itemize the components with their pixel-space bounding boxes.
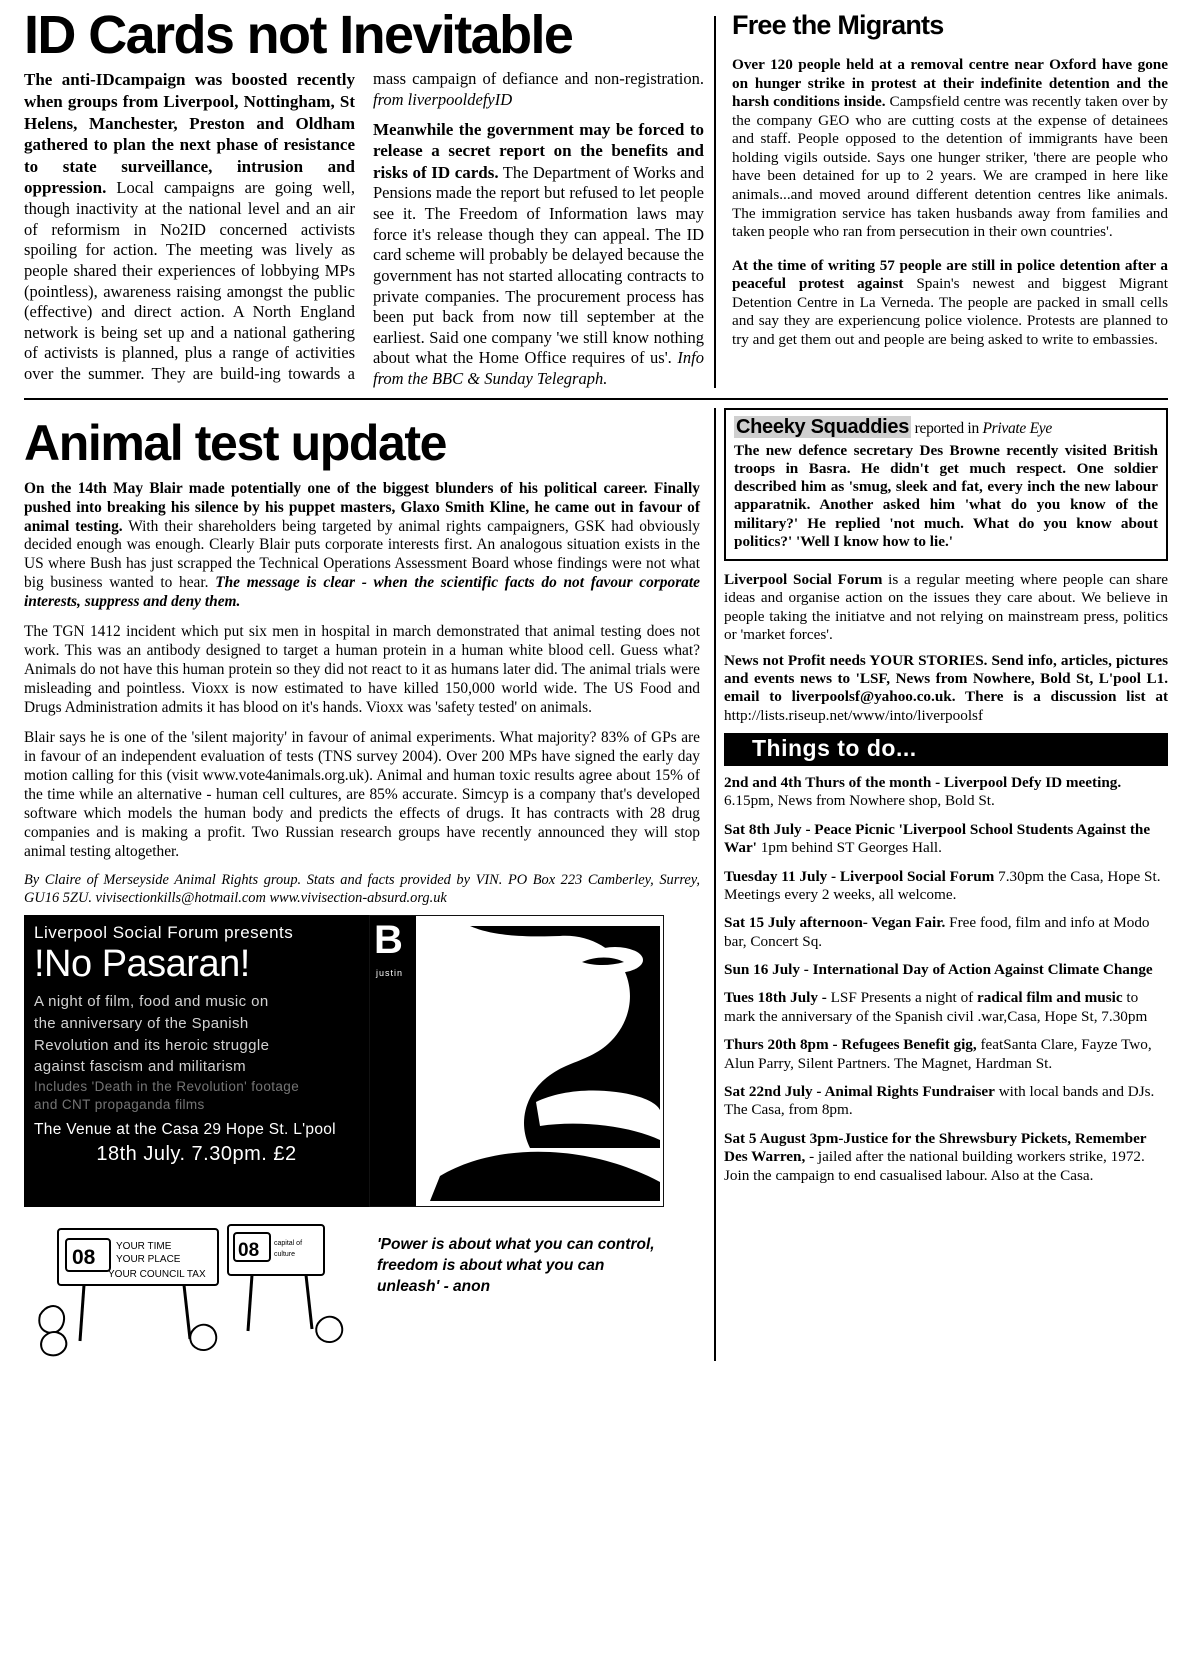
poster-line-6: and CNT propaganda films [34,1097,205,1113]
animal-byline: By Claire of Merseyside Animal Rights group. Stats and facts provided by VIN. PO Box 223 Camberley, Surrey, GU16 5ZU. vivisectionkills@hotmail.com www.vivisection-absurd.org.uk [24,872,700,906]
right-column [714,408,1168,1361]
migrants-paragraph-1 [732,56,1168,241]
no-pasaran-poster [24,915,369,1207]
poster-illustration [369,915,664,1207]
event-6-rest: featSanta Clare, Fayze Two, Alun Parry, Silent Partners. The Magnet, Hardman St. [724,1036,1152,1072]
squaddies-body: The new defence secretary Des Browne recently visited British troops in Basra. He didn't get much respect. One soldier described him as 'smug, sleek and fat, every inch the new labour apparatnik. Another asked him 'what do you know of the military?' He replied 'not much. What do you know about politics?' 'Well I know how to lie.' [734,441,1158,550]
event-6-lead: Thurs 20th 8pm - Refugees Benefit gig, [724,1036,977,1054]
migrants-p2-rest: Spain's newest and biggest Migrant Detention Centre in La Verneda. The people are packed in small cells and say they are experiencung police violence. Protests are planned to try and get them out and people are being asked to write to embassies. [732,275,1168,349]
lsf-paragraph-2 [724,652,1168,725]
squaddies-title-rest: reported in [911,419,983,437]
id-cards-paragraph-2 [373,119,704,390]
event-2-rest: 7.30pm the Casa, Hope St. Meetings every 2 weeks, all welcome. [724,867,1161,903]
page-title: ID Cards not Inevitable [24,5,573,65]
council-tax-cartoon [24,1211,369,1361]
animal-body [24,480,700,907]
id-cards-lead: The anti-IDcampaign was boosted recently when groups from Liverpool, Nottingham, St Helens, Manchester, Preston and Oldham gathered to plan the next phase of resistance to state surveillance, intrusion and oppression. [24,70,355,198]
id-cards-source: from liverpooldefyID [373,89,513,109]
event-5-rest: LSF Presents a night of [826,989,978,1007]
id-cards-col2-intro: ing towards a mass campaign of defiance and non-registration. [259,69,704,384]
squaddies-title-source: Private Eye [982,419,1052,437]
things-to-do-header: Things to do... [724,733,1168,766]
event-7-lead: Sat 22nd July - Animal Rights Fundraiser [724,1083,995,1101]
vertical-divider [714,16,716,388]
migrants-lead: Over 120 people held at a removal centre near Oxford have gone on hunger strike in protest at their indefinite detention and the harsh conditions inside. [732,56,1168,111]
poster-badge-sub: justin [376,968,404,979]
main-section [0,406,1184,1361]
event-5-rest2: to mark the anniversary of the Spanish civil .war,Casa, Hope St, 7.30pm [724,989,1148,1025]
animal-paragraph-3: Blair says he is one of the 'silent majority' in favour of animal experiments. What majority? 83% of GPs are in favour of an independent evaluation of tests (TNS survey 2004). Over 200 MPs have signed the early day motion calling for this (visit www.vote4animals.org.uk). Animal and human toxic results agree about 15% of the time while an alternative - human cell cultures, are 85% accurate. Simcyp is a company that's developed software which models the human body and predicts the effects of drugs. It has contracts with 28 drug companies and is making a profit. Two Russian research groups have recently announced they will stop animal testing altogether. [24,728,700,860]
lsf-desc: is a regular meeting where people can share ideas and organise action on the issues they care about. We believe in people taking the initiatve and not relying on mainstream press, politics or 'market forces'. [724,571,1168,643]
poster-row [24,915,664,1207]
svg-text:YOUR PLACE: YOUR PLACE [116,1254,181,1266]
event-2-lead: Tuesday 11 July - Liverpool Social Forum [724,867,995,885]
list-item [724,1083,1168,1120]
id-cards-subhead: Meanwhile the government may be forced to release a secret report on the benefits and risks of ID cards. [373,119,704,182]
squaddies-title-row [734,416,1158,439]
list-item [724,1036,1168,1073]
svg-text:capital of: capital of [274,1240,303,1248]
list-item [724,821,1168,858]
lsf-list-url: http://lists.riseup.net/www/into/liverpoolsf [724,706,984,724]
poster-presents: Liverpool Social Forum presents [34,923,294,943]
animal-title: Animal test update [24,414,447,471]
event-7-rest: with local bands and DJs. The Casa, from 8pm. [724,1083,1155,1119]
pull-quote: 'Power is about what you can control, freedom is about what you can unleash' - anon [377,1236,655,1295]
events-list [724,774,1168,1185]
protest-placards-icon [24,1211,369,1361]
event-5-lead2: radical film and music [977,989,1123,1007]
event-0-rest: 6.15pm, News from Nowhere shop, Bold St. [724,792,995,810]
animal-p1-rest: With their shareholders being targeted by animal rights campaigners, GSK had obviously decided enough was enough. Clearly Blair puts corporate interests first. An analogous situation exists in the US where Bush has just scrapped the Technical Operations Assessment Board whose findings were not what big business wanted to hear. [24,517,700,592]
event-4-lead: Sun 16 July - International Day of Action Against Climate Change [724,961,1153,979]
lsf-call-for-stories: News not Profit needs YOUR STORIES. Send info, articles, pictures and events news to 'LSF, News from Nowhere, Bold St, L'pool L1. email to liverpoolsf@yahoo.co.uk. There is a discussion list at [724,652,1168,706]
poster-title: !No Pasaran! [34,943,250,986]
event-0-lead: 2nd and 4th Thurs of the month - Liverpool Defy ID meeting. [724,773,1122,791]
lsf-paragraph-1 [724,571,1168,644]
section-divider-wrap [0,398,1184,400]
id-cards-col2-rest: The Department of Works and Pensions made the report but refused to let people see it. The Freedom of Information laws may force it's release though they can appeal. The ID card scheme will probably be delayed because the government has not started allocating contracts to private companies. The procurement process has been put back from now till september at the earliest. Said one company 'we still know nothing about what the Home Office requires of us'. [373,162,704,368]
migrants-body [732,56,1168,349]
id-cards-credit: Info from the BBC & Sunday Telegraph. [373,348,704,389]
bottom-left-row [24,1207,700,1361]
poster-line-1: A night of film, food and music on [34,993,269,1011]
event-5-lead: Tues 18th July - [724,989,827,1007]
horizontal-divider [24,398,1168,400]
svg-text:08: 08 [238,1240,260,1262]
event-3-rest: Free food, film and info at Modo bar, Concert Sq. [724,914,1150,950]
list-item [724,868,1168,905]
animal-paragraph-2: The TGN 1412 incident which put six men in hospital in march demonstrated that animal testing does not work. This was an antibody designed to target a human protein in a human white blood cell. Guess what? Animals do not have this human protein so they did not react to it as humans later did. The animal trials were misleading and pointless. Vioxx is now estimated to have killed 150,000 world wide. The US Food and Drugs Administration admits it has blood on it's hands. Vioxx was 'safety tested' on animals. [24,623,700,716]
list-item [724,1130,1168,1185]
squaddies-title: Cheeky Squaddies [736,415,910,438]
cheeky-squaddies-box [724,408,1168,561]
event-1-rest: 1pm behind ST Georges Hall. [756,839,942,857]
poster-line-2: the anniversary of the Spanish [34,1014,249,1032]
poster-line-3: Revolution and its heroic struggle [34,1036,270,1054]
figure-silhouette-icon [410,926,660,1201]
event-8-lead: Sat 5 August 3pm-Justice for the Shrewsbury Pickets, Remember Des Warren, [724,1129,1147,1166]
migrants-rest: Campsfield centre was recently taken over by the company GEO who are cutting costs at the expense of detainees and staff. People opposed to the detention of immigrants have been holding vigils outside. Says one hunger striker, 'there are people who have been detained for up to 2 years. We are cramped in here like animals...and moved around different detention centres like animals. The immigration service has taken husbands away from families and taken people who ran from persecution in their own countries'. [732,93,1168,241]
migrants-title: Free the Migrants [732,10,944,40]
migrants-p2-lead: At the time of writing 57 people are still in police detention after a peaceful protest against [732,256,1168,293]
id-cards-rest: Local campaigns are going well, though inactivity at the national level and an air of reformism in No2ID concerned activists spoiling for action. The meeting was lively as people shared their experiences of lobbying MPs (pointless), awareness raising amongst the public (effective) and direct action. A North England network is being set up and a national gathering of activists is planned, plus a range of activities over the summer. They are build- [24,178,355,384]
animal-paragraph-1 [24,480,700,613]
poster-line-5: Includes 'Death in the Revolution' footage [34,1079,300,1095]
lsf-info-block [724,571,1168,725]
lsf-name: Liverpool Social Forum [724,571,883,589]
svg-text:YOUR TIME: YOUR TIME [116,1241,172,1253]
animal-p1-emph: The message is clear - when the scientific facts do not favour corporate interests, suppress and deny them. [24,574,700,611]
poster-venue: The Venue at the Casa 29 Hope St. L'pool [34,1121,336,1139]
list-item [724,914,1168,951]
event-3-lead: Sat 15 July afternoon- Vegan Fair. [724,914,946,932]
svg-text:08: 08 [72,1246,96,1270]
migrants-paragraph-2 [732,257,1168,350]
poster-badge-letter: B [374,918,403,963]
svg-text:YOUR COUNCIL TAX: YOUR COUNCIL TAX [108,1269,206,1281]
svg-text:culture: culture [274,1251,296,1259]
list-item [724,961,1168,979]
event-1-lead: Sat 8th July - Peace Picnic 'Liverpool School Students Against the War' [724,820,1151,857]
article-free-the-migrants [726,10,1168,390]
top-section [0,0,1184,390]
poster-line-4: against fascism and militarism [34,1058,247,1076]
list-item [724,989,1168,1026]
id-cards-body [24,69,704,389]
article-animal-test [24,408,714,1361]
animal-p1-lead: On the 14th May Blair made potentially one of the biggest blunders of his political career. Finally pushed into breaking his silence by his puppet masters, Glaxo Smith Kline, he came out in favour of animal testing. [24,479,700,535]
event-8-rest: - jailed after the national building workers strike, 1972. Join the campaign to end casualised labour. Also at the Casa. [724,1148,1145,1184]
article-id-cards [24,5,714,390]
list-item [724,774,1168,811]
poster-when: 18th July. 7.30pm. £2 [96,1143,297,1166]
